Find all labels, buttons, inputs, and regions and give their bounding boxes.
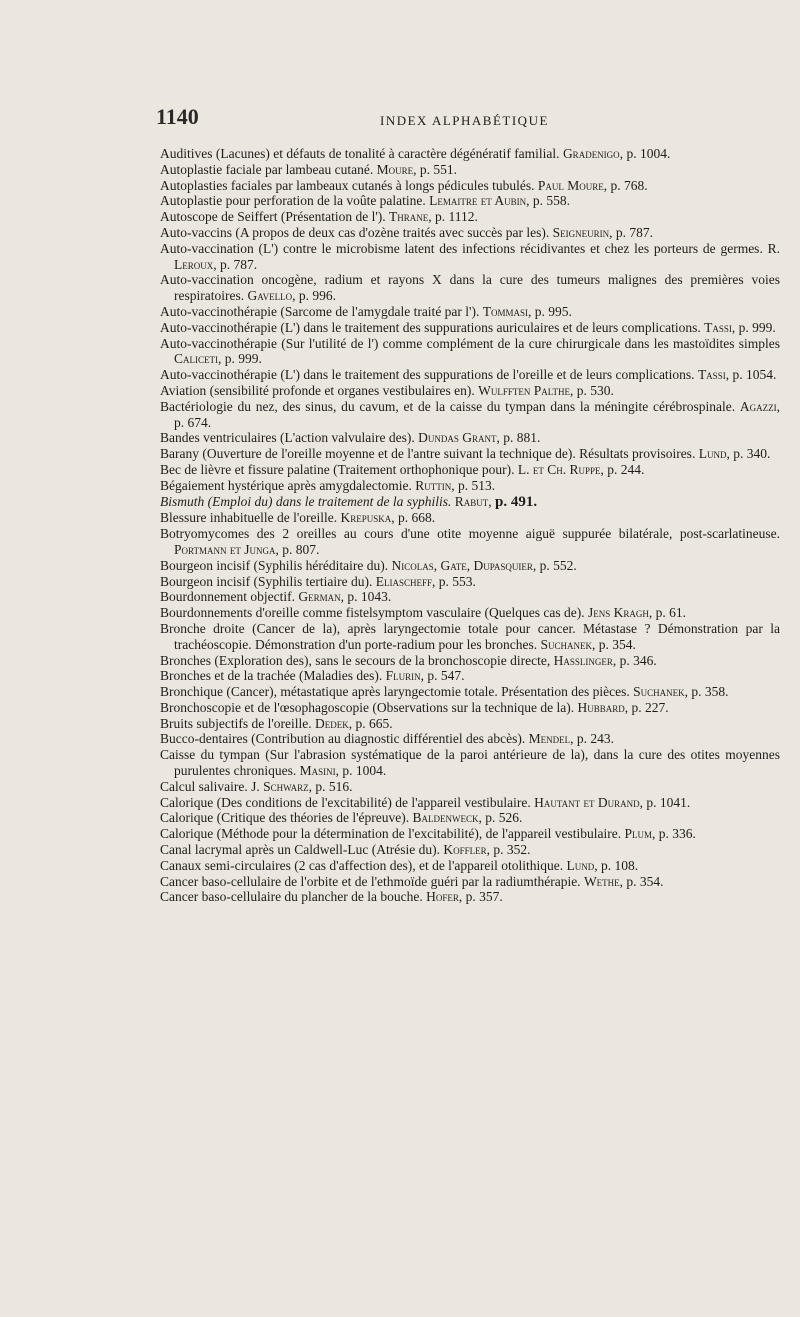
entry-title: Autoscope de Seiffert (Présentation de l').	[160, 209, 386, 225]
entry-page: p. 243.	[576, 731, 615, 747]
entry-title: Bandes ventriculaires (L'action valvulaire des).	[160, 430, 415, 446]
entry-author: Tassi	[697, 367, 726, 383]
index-entry: Bandes ventriculaires (L'action valvulaire des). Dundas Grant, p. 881.	[160, 430, 541, 446]
entry-author: Hubbard	[577, 699, 625, 715]
entry-title: Bourgeon incisif (Syphilis héréditaire du).	[160, 557, 389, 573]
entry-title: Cancer baso-cellulaire du plancher de la bouche.	[160, 889, 423, 905]
entry-page: p. 516.	[315, 778, 353, 794]
entry-author: L. et Ch. Ruppe	[517, 461, 601, 477]
entry-title: Bronchoscopie et de l'œsophagoscopie (Observations sur la technique de la).	[160, 699, 575, 715]
entry-title: Autoplastie pour perforation de la voûte palatine.	[160, 193, 426, 209]
index-entry: Bronche droite (Cancer de la), après laryngectomie totale pour cancer. Métastase ? Démonstration par la trachéoscopie. Démonstration d'un porte-radium pour les bronches. Suchanek, p. 354.	[160, 620, 780, 652]
entry-title: Bourdonnements d'oreille comme fistelsymptom vasculaire (Quelques cas de).	[160, 605, 585, 621]
entry-page: p. 1004.	[626, 146, 671, 161]
index-entry: Bismuth (Emploi du) dans le traitement de la syphilis. Rabut, p. 491.	[160, 493, 538, 510]
index-entry: Bronches (Exploration des), sans le secours de la bronchoscopie directe, Hasslinger, p. 346.	[160, 652, 657, 668]
entry-page: p. 530.	[576, 382, 614, 398]
index-entry: Bruits subjectifs de l'oreille. Dedek, p. 665.	[160, 715, 393, 731]
entry-author: Krepuska	[340, 510, 392, 526]
entry-title: Botryomycomes des 2 oreilles au cours d'une otite moyenne aiguë suppurée bilatérale, post-scarlatineuse.	[160, 526, 780, 542]
index-entry: Calorique (Méthode pour la détermination de l'excitabilité), de l'appareil vestibulaire. Plum, p. 336.	[160, 826, 696, 842]
entry-page: p. 1112.	[435, 209, 478, 225]
index-entry: Calorique (Critique des théories de l'épreuve). Baldenweck, p. 526.	[160, 810, 523, 826]
index-entry: Aviation (sensibilité profonde et organes vestibulaires en). Wulfften Palthe, p. 530.	[160, 382, 614, 398]
entry-author: Wulfften Palthe	[478, 382, 570, 398]
index-entry: Bégaiement hystérique après amygdalectomie. Ruttin, p. 513.	[160, 477, 496, 493]
entry-title: Aviation (sensibilité profonde et organes vestibulaires en).	[160, 382, 475, 398]
entry-page: p. 108.	[600, 857, 639, 873]
entry-page: p. 999.	[224, 351, 262, 367]
index-entry: Cancer baso-cellulaire de l'orbite et de l'ethmoïde guéri par la radiumthérapie. Wethe, p. 354.	[160, 873, 664, 889]
entry-author: Agazzi	[739, 398, 777, 414]
entry-author: Gavello	[247, 288, 293, 304]
entry-title: Auto-vaccinothérapie (Sur l'utilité de l') comme complément de la cure chirurgicale dans les mastoïdites simples	[160, 335, 780, 351]
index-entry: Auto-vaccination (L') contre le microbisme latent des infections récidivantes et chez les porteurs de germes. R. Leroux, p. 787.	[160, 240, 781, 272]
entry-author: Suchanek	[633, 684, 685, 700]
page-header	[156, 104, 780, 136]
entry-title: Auto-vaccinothérapie (L') dans le traitement des suppurations de l'oreille et de leurs complications.	[160, 367, 695, 383]
index-entry: Canaux semi-circulaires (2 cas d'affection des), et de l'appareil otolithique. Lund, p. 108.	[160, 857, 639, 873]
entry-author: Moure	[376, 161, 414, 177]
index-entry: Bronchoscopie et de l'œsophagoscopie (Observations sur la technique de la). Hubbard, p. 227.	[160, 699, 669, 715]
entry-title: Bronches et de la trachée (Maladies des).	[160, 668, 383, 684]
entry-page: p. 244.	[607, 461, 645, 477]
entry-page: p. 787.	[220, 256, 258, 272]
entry-author: Tassi	[704, 319, 732, 335]
index-entry: Botryomycomes des 2 oreilles au cours d'une otite moyenne aiguë suppurée bilatérale, post-scarlatineuse. Portmann et Junga, p. 807.	[160, 526, 780, 557]
entry-author: Ruttin	[415, 477, 452, 493]
entry-author: Lemaitre et Aubin	[429, 193, 527, 209]
entry-author: Eliascheff	[375, 573, 432, 589]
entry-page: p. 1004.	[342, 763, 387, 779]
entry-page: p. 357.	[465, 889, 503, 905]
entry-page: p. 768.	[610, 177, 648, 193]
entry-author: Gradenigo	[562, 146, 620, 161]
index-entry: Blessure inhabituelle de l'oreille. Krepuska, p. 668.	[160, 510, 436, 526]
entry-page: p. 227.	[631, 699, 669, 715]
index-entry: Auto-vaccination oncogène, radium et rayons X dans la cure des tumeurs malignes des premières voies respiratoires. Gavello, p. 996.	[160, 272, 780, 304]
entry-author: Lund	[566, 857, 595, 873]
entry-author: Rabut	[454, 493, 489, 509]
index-entry: Auto-vaccinothérapie (Sarcome de l'amygdale traité par l'). Tommasi, p. 995.	[160, 303, 572, 319]
entry-title: Bismuth (Emploi du) dans le traitement de la syphilis.	[160, 493, 452, 509]
index-entry: Bronches et de la trachée (Maladies des). Flurin, p. 547.	[160, 668, 465, 684]
entry-title: Blessure inhabituelle de l'oreille.	[160, 510, 338, 526]
index-entries	[160, 146, 780, 905]
entry-title: Cancer baso-cellulaire de l'orbite et de l'ethmoïde guéri par la radiumthérapie.	[160, 873, 581, 889]
entry-page: p. 352.	[493, 842, 531, 858]
running-title: INDEX ALPHABÉTIQUE	[380, 113, 549, 128]
entry-page: p. 787.	[615, 224, 654, 240]
index-entry: Bourdonnement objectif. German, p. 1043.	[160, 589, 392, 605]
index-entry: Auto-vaccinothérapie (Sur l'utilité de l') comme complément de la cure chirurgicale dans les mastoïdites simples Caliceti, p. 999.	[160, 335, 780, 367]
entry-author: Lund	[698, 446, 727, 462]
entry-page: p. 881.	[503, 430, 541, 446]
index-entry: Barany (Ouverture de l'oreille moyenne et de l'antre suivant la technique de). Résultats provisoires. Lund, p. 340.	[160, 446, 771, 462]
entry-title: Autoplasties faciales par lambeaux cutanés à longs pédicules tubulés.	[160, 177, 535, 193]
entry-page: p. 1041.	[646, 794, 691, 810]
entry-author: Plum	[624, 826, 652, 842]
entry-page: p. 807.	[282, 541, 320, 557]
entry-title: Barany (Ouverture de l'oreille moyenne et de l'antre suivant la technique de). Résultats provisoires.	[160, 446, 696, 462]
entry-author: German	[298, 589, 341, 605]
index-entry: Autoplastie pour perforation de la voûte palatine. Lemaitre et Aubin, p. 558.	[160, 193, 571, 209]
entry-title: Bronche droite (Cancer de la), après laryngectomie totale pour cancer. Métastase ? Démonstration par la trachéoscopie. Démonstration d'un porte-radium pour les bronches.	[160, 620, 780, 652]
entry-author: Hautant et Durand	[534, 794, 640, 810]
entry-author: Suchanek	[540, 636, 592, 652]
entry-author: J. Schwarz	[251, 778, 309, 794]
entry-author: Mendel	[528, 731, 571, 747]
entry-title: Bronches (Exploration des), sans le secours de la bronchoscopie directe,	[160, 652, 551, 668]
entry-author: Portmann et Junga	[174, 541, 276, 557]
entry-author: Masini	[299, 763, 336, 779]
index-entry: Bourgeon incisif (Syphilis héréditaire du). Nicolas, Gate, Dupasquier, p. 552.	[160, 557, 577, 573]
entry-title: Caisse du tympan (Sur l'abrasion systématique de la paroi antérieure de la), dans la cure des otites moyennes purulentes chroniques.	[160, 747, 780, 779]
entry-page: p. 1054.	[732, 367, 777, 383]
entry-page: p. 336.	[658, 826, 696, 842]
entry-page: p. 995.	[534, 303, 572, 319]
entry-page: p. 668.	[398, 510, 436, 526]
index-entry: Autoplastie faciale par lambeau cutané. Moure, p. 551.	[160, 161, 458, 177]
entry-author: Caliceti	[174, 351, 218, 367]
entry-title: Bruits subjectifs de l'oreille.	[160, 715, 312, 731]
entry-author: Baldenweck	[412, 810, 479, 826]
entry-title: Auditives (Lacunes) et défauts de tonalité à caractère dégénératif familial.	[160, 146, 560, 161]
entry-title: Bégaiement hystérique après amygdalectomie.	[160, 477, 412, 493]
entry-author: Jens Kragh	[587, 605, 649, 621]
entry-title: Bronchique (Cancer), métastatique après laryngectomie totale. Présentation des pièces.	[160, 684, 630, 700]
entry-title: Auto-vaccination (L') contre le microbisme latent des infections récidivantes et chez les porteurs de germes.	[160, 240, 763, 256]
entry-page: p. 674.	[174, 414, 212, 430]
entry-author: Thrane	[389, 209, 429, 225]
index-entry: Calcul salivaire. J. Schwarz, p. 516.	[160, 778, 353, 794]
index-entry: Canal lacrymal après un Caldwell-Luc (Atrésie du). Koffler, p. 352.	[160, 842, 531, 858]
entry-title: Calorique (Méthode pour la détermination de l'excitabilité), de l'appareil vestibulaire.	[160, 826, 622, 842]
entry-author: Hofer	[426, 889, 459, 905]
entry-title: Calorique (Des conditions de l'excitabilité) de l'appareil vestibulaire.	[160, 794, 531, 810]
entry-page: p. 358.	[691, 684, 729, 700]
entry-title: Auto-vaccination oncogène, radium et rayons X dans la cure des tumeurs malignes des premières voies respiratoires.	[160, 272, 780, 304]
entry-author: Flurin	[385, 668, 421, 684]
entry-page: p. 996.	[298, 288, 336, 304]
entry-page: p. 547.	[427, 668, 465, 684]
entry-title: Calcul salivaire.	[160, 778, 248, 794]
entry-title: Bec de lièvre et fissure palatine (Traitement orthophonique pour).	[160, 461, 515, 477]
entry-page: p. 513.	[458, 477, 496, 493]
index-entry: Bec de lièvre et fissure palatine (Traitement orthophonique pour). L. et Ch. Ruppe, p. 244.	[160, 461, 645, 477]
entry-page: p. 1043.	[347, 589, 392, 605]
index-entry: Calorique (Des conditions de l'excitabilité) de l'appareil vestibulaire. Hautant et Durand, p. 1041.	[160, 794, 691, 810]
entry-author: Wethe	[583, 873, 620, 889]
entry-page: p. 354.	[598, 636, 636, 652]
index-entry: Bactériologie du nez, des sinus, du cavum, et de la caisse du tympan dans la méningite cérébrospinale. Agazzi, p. 674.	[160, 398, 780, 430]
page-number: 1140	[156, 104, 199, 129]
entry-page: p. 551.	[419, 161, 458, 177]
entry-author: Nicolas, Gate, Dupasquier	[391, 557, 533, 573]
entry-title: Canaux semi-circulaires (2 cas d'affection des), et de l'appareil otolithique.	[160, 857, 564, 873]
entry-author: Tommasi	[482, 303, 528, 319]
entry-page: p. 553.	[438, 573, 476, 589]
entry-title: Bourgeon incisif (Syphilis tertiaire du).	[160, 573, 373, 589]
entry-author: Dedek	[315, 715, 349, 731]
entry-title: Bucco-dentaires (Contribution au diagnostic différentiel des abcès).	[160, 731, 526, 747]
entry-page: p. 354.	[626, 873, 664, 889]
entry-author: Hasslinger	[553, 652, 613, 668]
index-entry: Auditives (Lacunes) et défauts de tonalité à caractère dégénératif familial. Gradenigo, p. 1004.	[160, 146, 671, 161]
entry-author: Paul Moure	[537, 177, 604, 193]
index-entry: Auto-vaccinothérapie (L') dans le traitement des suppurations auriculaires et de leurs complications. Tassi, p. 999.	[160, 319, 776, 335]
entry-title: Autoplastie faciale par lambeau cutané.	[160, 161, 374, 177]
index-entry: Cancer baso-cellulaire du plancher de la bouche. Hofer, p. 357.	[160, 889, 503, 905]
entry-title: Auto-vaccinothérapie (L') dans le traitement des suppurations auriculaires et de leurs complications.	[160, 319, 701, 335]
entry-title: Auto-vaccinothérapie (Sarcome de l'amygdale traité par l').	[160, 303, 480, 319]
index-entry: Bourdonnements d'oreille comme fistelsymptom vasculaire (Quelques cas de). Jens Kragh, p. 61.	[160, 605, 686, 621]
entry-author: Seigneurin	[552, 224, 610, 240]
entry-page: p. 999.	[738, 319, 776, 335]
index-entry: Bucco-dentaires (Contribution au diagnostic différentiel des abcès). Mendel, p. 243.	[160, 731, 615, 747]
entry-page: p. 491.	[495, 493, 538, 510]
entry-author: R. Leroux	[174, 240, 781, 272]
entry-page: p. 346.	[619, 652, 657, 668]
entry-page: p. 665.	[355, 715, 393, 731]
entry-title: Canal lacrymal après un Caldwell-Luc (Atrésie du).	[160, 842, 441, 858]
entry-page: p. 340.	[733, 446, 771, 462]
entry-title: Bourdonnement objectif.	[160, 589, 295, 605]
index-entry: Autoplasties faciales par lambeaux cutanés à longs pédicules tubulés. Paul Moure, p. 768.	[160, 177, 648, 193]
entry-page: p. 61.	[655, 605, 686, 621]
index-entry: Bourgeon incisif (Syphilis tertiaire du). Eliascheff, p. 553.	[160, 573, 476, 589]
entry-page: p. 526.	[485, 810, 523, 826]
entry-page: p. 552.	[539, 557, 577, 573]
entry-title: Calorique (Critique des théories de l'épreuve).	[160, 810, 410, 826]
entry-author: Dundas Grant	[418, 430, 497, 446]
index-entry: Auto-vaccinothérapie (L') dans le traitement des suppurations de l'oreille et de leurs complications. Tassi, p. 1054.	[160, 367, 777, 383]
entry-page: p. 558.	[532, 193, 571, 209]
entry-author: Koffler	[443, 842, 487, 858]
index-entry: Auto-vaccins (A propos de deux cas d'ozène traités avec succès par les). Seigneurin, p. 787.	[160, 224, 654, 240]
entry-title: Auto-vaccins (A propos de deux cas d'ozène traités avec succès par les).	[160, 224, 550, 240]
index-entry: Caisse du tympan (Sur l'abrasion systématique de la paroi antérieure de la), dans la cure des otites moyennes purulentes chroniques. Masini, p. 1004.	[160, 747, 780, 779]
entry-title: Bactériologie du nez, des sinus, du cavum, et de la caisse du tympan dans la méningite cérébrospinale.	[160, 398, 736, 414]
index-entry: Autoscope de Seiffert (Présentation de l'). Thrane, p. 1112.	[160, 209, 478, 225]
index-entry: Bronchique (Cancer), métastatique après laryngectomie totale. Présentation des pièces. Suchanek, p. 358.	[160, 684, 729, 700]
